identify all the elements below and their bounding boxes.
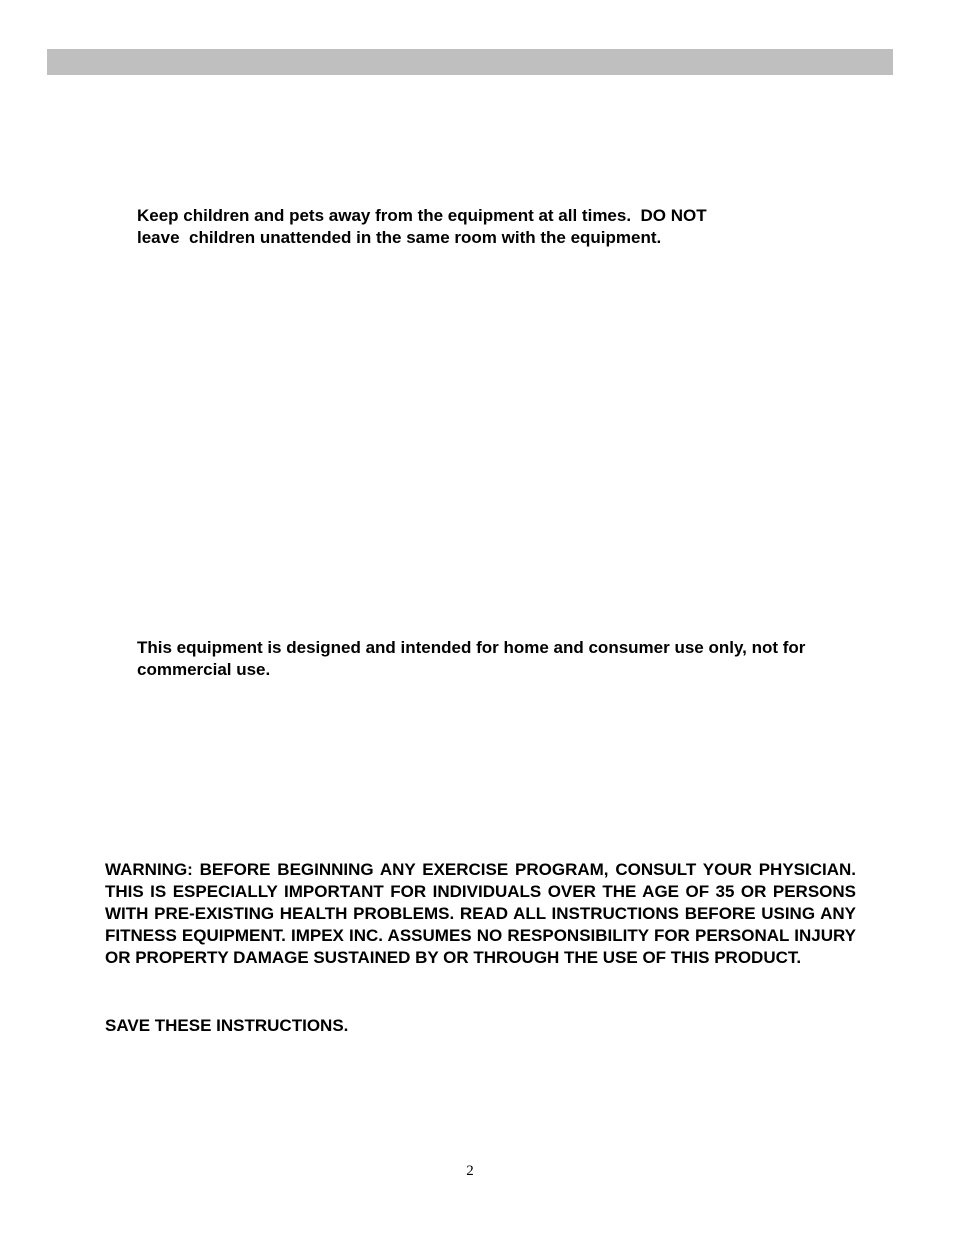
header-bar <box>47 49 893 75</box>
children-warning-paragraph <box>137 205 797 249</box>
safety-warning-paragraph: WARNING: BEFORE BEGINNING ANY EXERCISE PROGRAM, CONSULT YOUR PHYSICIAN. THIS IS ESPECIALLY IMPORTANT FOR INDIVIDUALS OVER THE AGE OF 35 OR PERSONS WITH PRE-EXISTING HEALTH PROBLEMS. READ ALL INSTRUCTIONS BEFORE USING ANY FITNESS EQUIPMENT. IMPEX INC. ASSUMES NO RESPONSIBILITY FOR PERSONAL INJURY OR PROPERTY DAMAGE SUSTAINED BY OR THROUGH THE USE OF THIS PRODUCT. <box>105 860 856 967</box>
save-instructions: SAVE THESE INSTRUCTIONS. <box>105 1016 349 1035</box>
home-use-notice: This equipment is designed and intended for home and consumer use only, not for commercial use. <box>137 638 806 679</box>
children-warning-line-2: leave children unattended in the same room with the equipment. <box>137 228 662 247</box>
children-warning-line-1: Keep children and pets away from the equipment at all times. DO NOT <box>137 206 707 225</box>
page-number: 2 <box>466 1163 474 1179</box>
